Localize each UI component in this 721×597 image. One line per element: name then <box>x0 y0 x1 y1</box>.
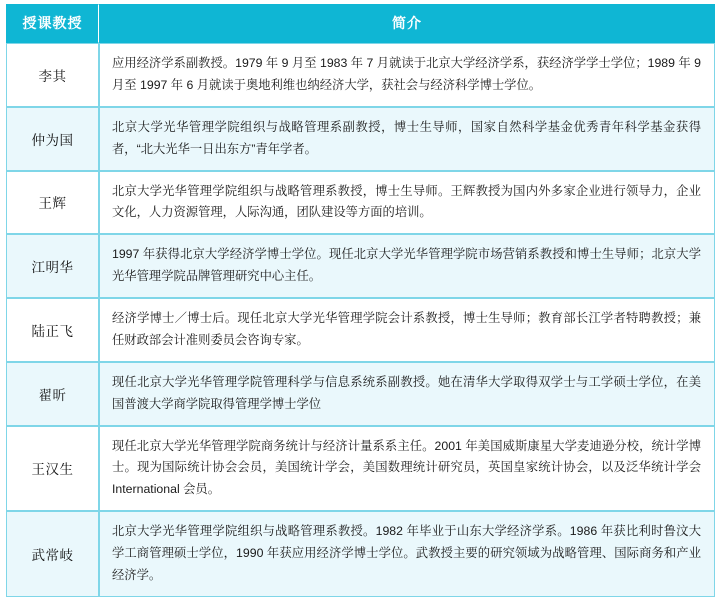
column-header-professor: 授课教授 <box>6 4 99 43</box>
professor-name: 翟昕 <box>6 362 99 426</box>
table-header <box>6 4 715 43</box>
column-header-bio: 简介 <box>99 4 715 43</box>
professor-bio: 应用经济学系副教授。1979 年 9 月至 1983 年 7 月就读于北京大学经济学系，获经济学学士学位；1989 年 9 月至 1997 年 6 月就读于奥地利维也纳经济大学，获社会与经济科学博士学位。 <box>99 43 715 107</box>
professor-name: 李其 <box>6 43 99 107</box>
table-row <box>6 426 715 512</box>
professor-name: 陆正飞 <box>6 298 99 362</box>
professor-name: 王汉生 <box>6 426 99 512</box>
professor-name: 武常岐 <box>6 511 99 597</box>
table-row <box>6 298 715 362</box>
professor-name: 王辉 <box>6 171 99 235</box>
table-row <box>6 107 715 171</box>
table-row <box>6 171 715 235</box>
table-body <box>6 43 715 597</box>
faculty-table <box>6 4 715 597</box>
professor-bio: 北京大学光华管理学院组织与战略管理系教授，博士生导师。王辉教授为国内外多家企业进行领导力，企业文化，人力资源管理，人际沟通，团队建设等方面的培训。 <box>99 171 715 235</box>
table-row <box>6 43 715 107</box>
professor-bio: 北京大学光华管理学院组织与战略管理系教授。1982 年毕业于山东大学经济学系。1986 年获比利时鲁汶大学工商管理硕士学位，1990 年获应用经济学博士学位。武教授主要的研究领域为战略管理、国际商务和产业经济学。 <box>99 511 715 597</box>
professor-bio: 北京大学光华管理学院组织与战略管理系副教授，博士生导师，国家自然科学基金优秀青年科学基金获得者，“北大光华一日出东方”青年学者。 <box>99 107 715 171</box>
professor-bio: 现任北京大学光华管理学院管理科学与信息系统系副教授。她在清华大学取得双学士与工学硕士学位，在美国普渡大学商学院取得管理学博士学位 <box>99 362 715 426</box>
professor-bio: 经济学博士／博士后。现任北京大学光华管理学院会计系教授，博士生导师；教育部长江学者特聘教授；兼任财政部会计准则委员会咨询专家。 <box>99 298 715 362</box>
header-row <box>6 4 715 43</box>
table-row <box>6 234 715 298</box>
professor-name: 仲为国 <box>6 107 99 171</box>
table-row <box>6 511 715 597</box>
professor-name: 江明华 <box>6 234 99 298</box>
table-row <box>6 362 715 426</box>
professor-bio: 现任北京大学光华管理学院商务统计与经济计量系系主任。2001 年美国威斯康星大学麦迪逊分校，统计学博士。现为国际统计协会会员，美国统计学会，美国数理统计研究员，英国皇家统计协会，以及泛华统计学会 International 会员。 <box>99 426 715 512</box>
professor-bio: 1997 年获得北京大学经济学博士学位。现任北京大学光华管理学院市场营销系教授和博士生导师；北京大学光华管理学院品牌管理研究中心主任。 <box>99 234 715 298</box>
